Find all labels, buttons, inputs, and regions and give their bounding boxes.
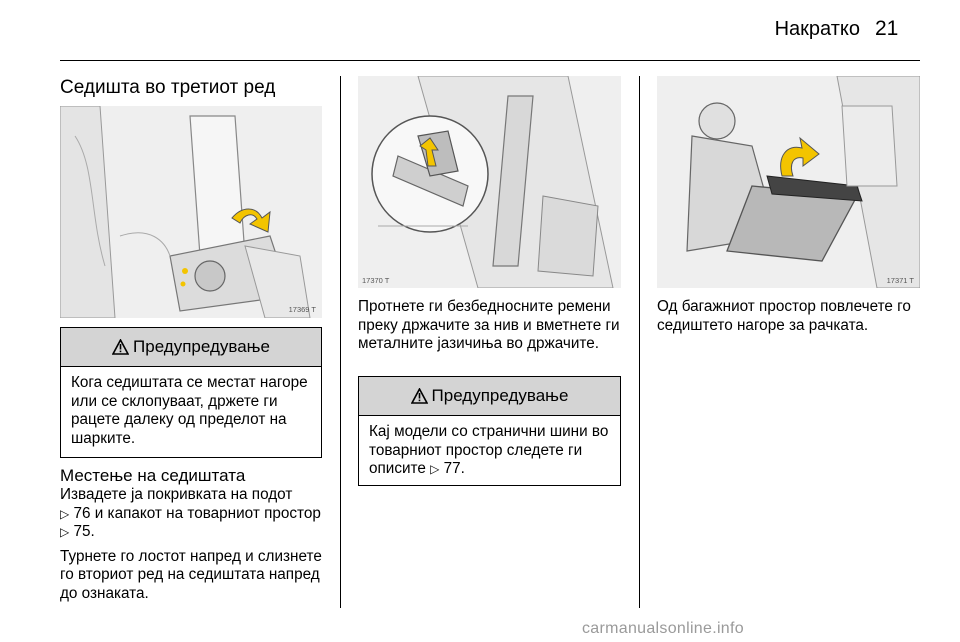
figure-code: 17370 T [362,276,390,285]
warning-triangle-icon [411,388,428,404]
seat-hinge-illustration [60,106,322,318]
figure-seat-belt [358,76,621,288]
footer-watermark: carmanualsonline.info [582,620,744,637]
para1-tail: ▷ 75. [60,523,95,541]
paragraph-1: Извадете ја покривката на подот ▷ 76 и капакот на товарниот простор ▷ 75. [60,486,321,541]
subheading: Местење на седиштата [60,466,246,485]
section-heading: Седишта во третиот ред [60,77,276,98]
col3-text: Од багажниот простор повлечете го седиштето нагоре за рачката. [657,298,911,334]
xref-arrow-icon: ▷ [60,525,70,540]
seat-handle-illustration [657,76,920,288]
warning-box-1 [60,327,322,458]
paragraph-2: Турнете го лостот напред и слизнете го вториот ред на седиштата напред до ознаката. [60,547,322,602]
header-rule [60,60,920,61]
figure-code: 17369 T [288,305,316,314]
warning-header [61,328,321,367]
figure-seat-hinge [60,106,322,318]
warning-text: Кога седиштата се местат нагоре или се склопуваат, држете ги рацете далеку од пределот на шарките. [71,374,308,447]
warning-header [359,377,620,416]
figure-seat-handle [657,76,920,288]
page-number: 21 [875,17,899,40]
column-divider-2 [639,76,640,608]
col2-text: Протнете ги безбедносните ремени преку држачите за нив и вметнете ги металните јазичиња во држачите. [358,298,620,353]
seat-belt-illustration [358,76,621,288]
xref-arrow-icon: ▷ [60,506,70,521]
warning-text: Кај модели со странични шини во товарниот простор следете ги описите ▷ 77. [369,423,609,478]
xref-arrow-icon: ▷ [430,462,440,477]
header-title: Накратко [774,18,860,40]
figure-code: 17371 T [886,276,914,285]
warning-title: Предупредување [133,337,270,356]
warning-box-2 [358,376,621,486]
column-divider-1 [340,76,341,608]
warning-triangle-icon [112,339,129,355]
col1-body [60,486,325,610]
warning-title: Предупредување [431,386,569,405]
